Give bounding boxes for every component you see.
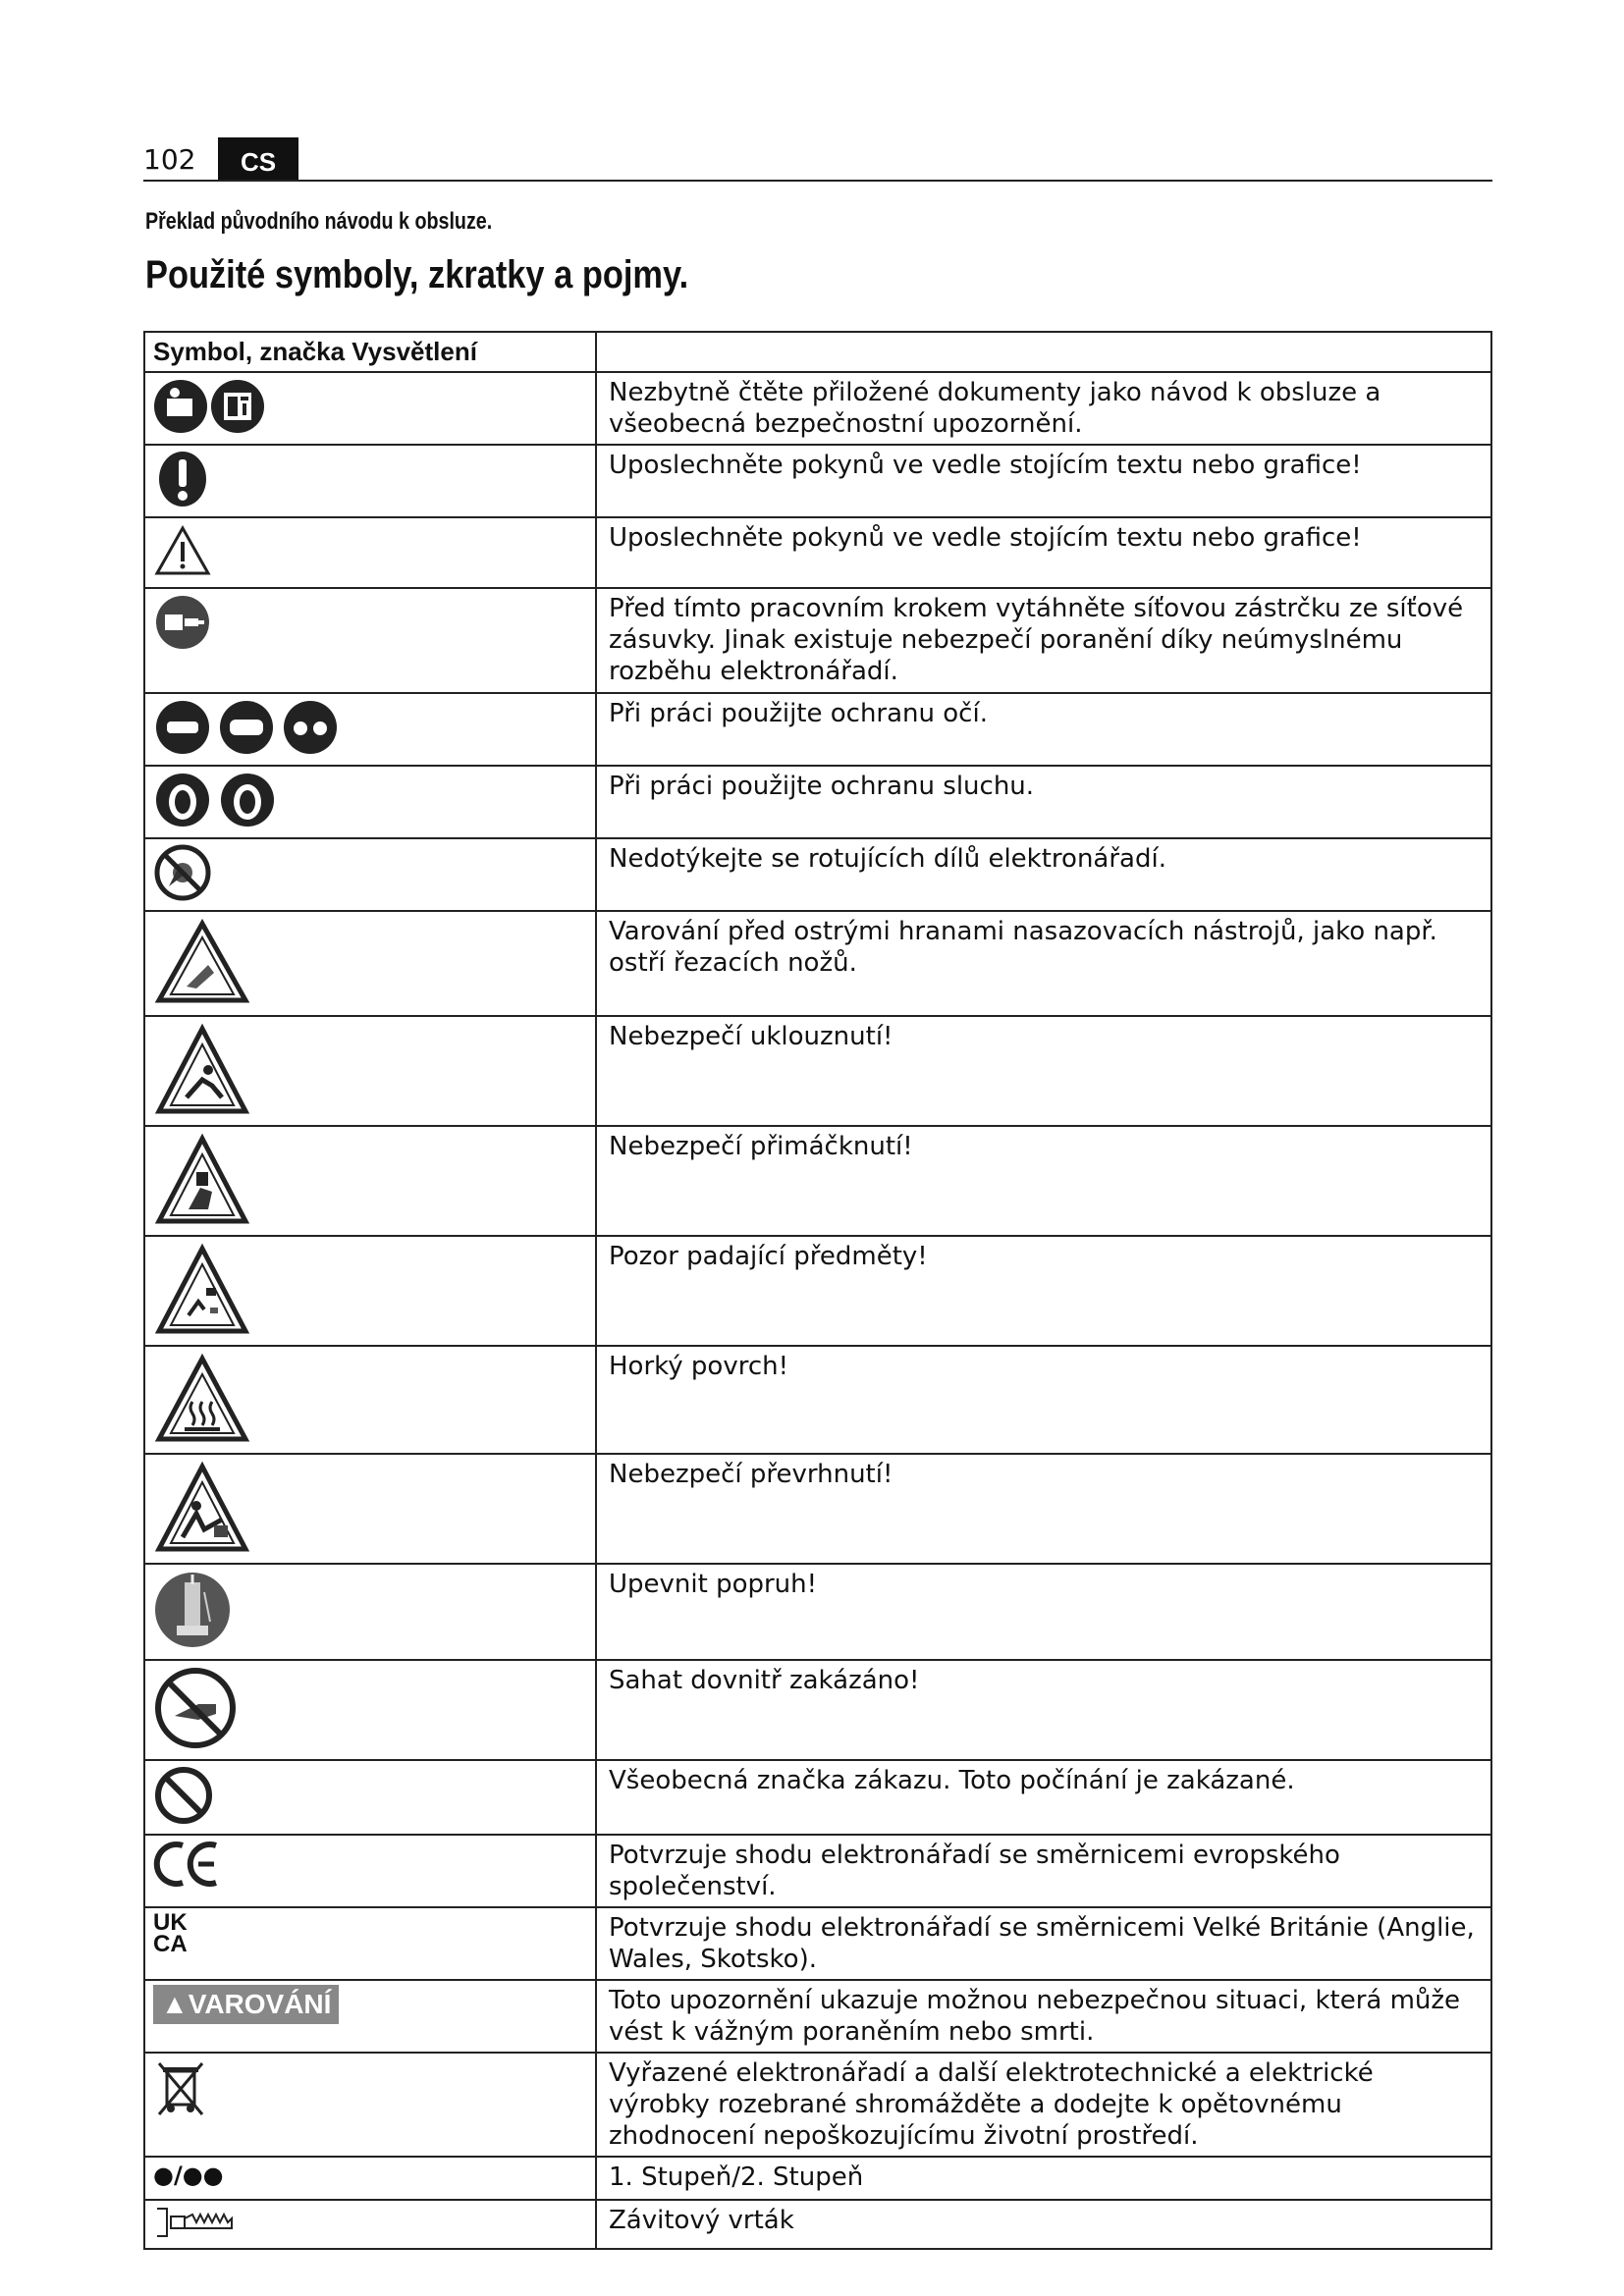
row-text: Nedotýkejte se rotujících dílů elektronářadí. [596,838,1491,911]
prohibition-icon [153,1765,214,1830]
row-text: Potvrzuje shodu elektronářadí se směrnicemi evropského společenství. [596,1835,1491,1907]
row-text: Nebezpečí uklouznutí! [596,1016,1491,1126]
document-subtitle: Překlad původního návodu k obsluze. [145,208,493,235]
no-reaching-icon [153,1665,238,1755]
slip-hazard-icon [153,1021,251,1121]
tipping-hazard-icon [153,1459,251,1559]
unplug-icon [153,593,212,656]
row-text: Vyřazené elektronářadí a další elektrotechnické a elektrické výrobky rozebrané shromážděte a dodejte k opětovnému zhodnocení nepoškozujícímu životní prostředí. [596,2053,1491,2157]
row-text: Při práci použijte ochranu sluchu. [596,766,1491,838]
mandatory-icon [153,450,212,512]
warning-triangle-icon [153,522,212,583]
row-text: Uposlechněte pokynů ve vedle stojícím textu nebo grafice! [596,445,1491,517]
warning-label: ▲VAROVÁNÍ [153,1985,339,2024]
row-text: Sahat dovnitř zakázáno! [596,1660,1491,1760]
table-header: Symbol, značka Vysvětlení [144,332,596,372]
thread-drill-icon [153,2205,242,2244]
page-header [143,137,1492,181]
strap-icon [153,1569,232,1655]
crush-hazard-icon [153,1131,251,1231]
row-text: Závitový vrták [596,2200,1491,2249]
row-text: Toto upozornění ukazuje možnou nebezpečnou situaci, která může vést k vážným poraněním nebo smrti. [596,1980,1491,2053]
row-text: Před tímto pracovním krokem vytáhněte síťovou zástrčku ze síťové zásuvky. Jinak existuje nebezpečí poranění díky neúmyslnému rozběhu elektronářadí. [596,588,1491,693]
ear-protection-icon [153,771,279,833]
row-text: Potvrzuje shodu elektronářadí se směrnicemi Velké Británie (Anglie, Wales, Skotsko). [596,1907,1491,1980]
hot-surface-icon [153,1351,251,1449]
row-text: Uposlechněte pokynů ve vedle stojícím textu nebo grafice! [596,517,1491,588]
warning-triangle-icon: ▲ [161,1989,189,2019]
row-text: Pozor padající předměty! [596,1236,1491,1346]
header-rule [143,180,1492,182]
row-text: Varování před ostrými hranami nasazovacích nástrojů, jako např. ostří řezacích nožů. [596,911,1491,1016]
eye-protection-icon [153,698,340,761]
language-badge: CS [218,137,298,181]
ukca-mark: UK CA [153,1909,188,1957]
row-text: Nebezpečí převrhnutí! [596,1454,1491,1564]
sharp-edges-icon [153,916,251,1010]
row-text: Nebezpečí přimáčknutí! [596,1126,1491,1236]
row-text: Všeobecná značka zákazu. Toto počínání je zakázané. [596,1760,1491,1835]
no-touch-rotating-icon [153,843,212,906]
row-text: Horký povrch! [596,1346,1491,1454]
gear-dots-icon: ●/●● [153,2162,224,2189]
symbols-table [143,331,1492,2250]
row-text: Upevnit popruh! [596,1564,1491,1660]
row-text: 1. Stupeň/2. Stupeň [596,2157,1491,2200]
weee-bin-icon [153,2057,208,2122]
ce-mark [153,1840,222,1893]
page-title: Použité symboly, zkratky a pojmy. [145,253,689,296]
page-number: 102 [143,143,196,176]
row-text: Nezbytně čtěte přiložené dokumenty jako návod k obsluze a všeobecná bezpečnostní upozornění. [596,372,1491,445]
row-text: Při práci použijte ochranu očí. [596,693,1491,766]
read-manual-icon [153,377,269,440]
falling-objects-icon [153,1241,251,1341]
